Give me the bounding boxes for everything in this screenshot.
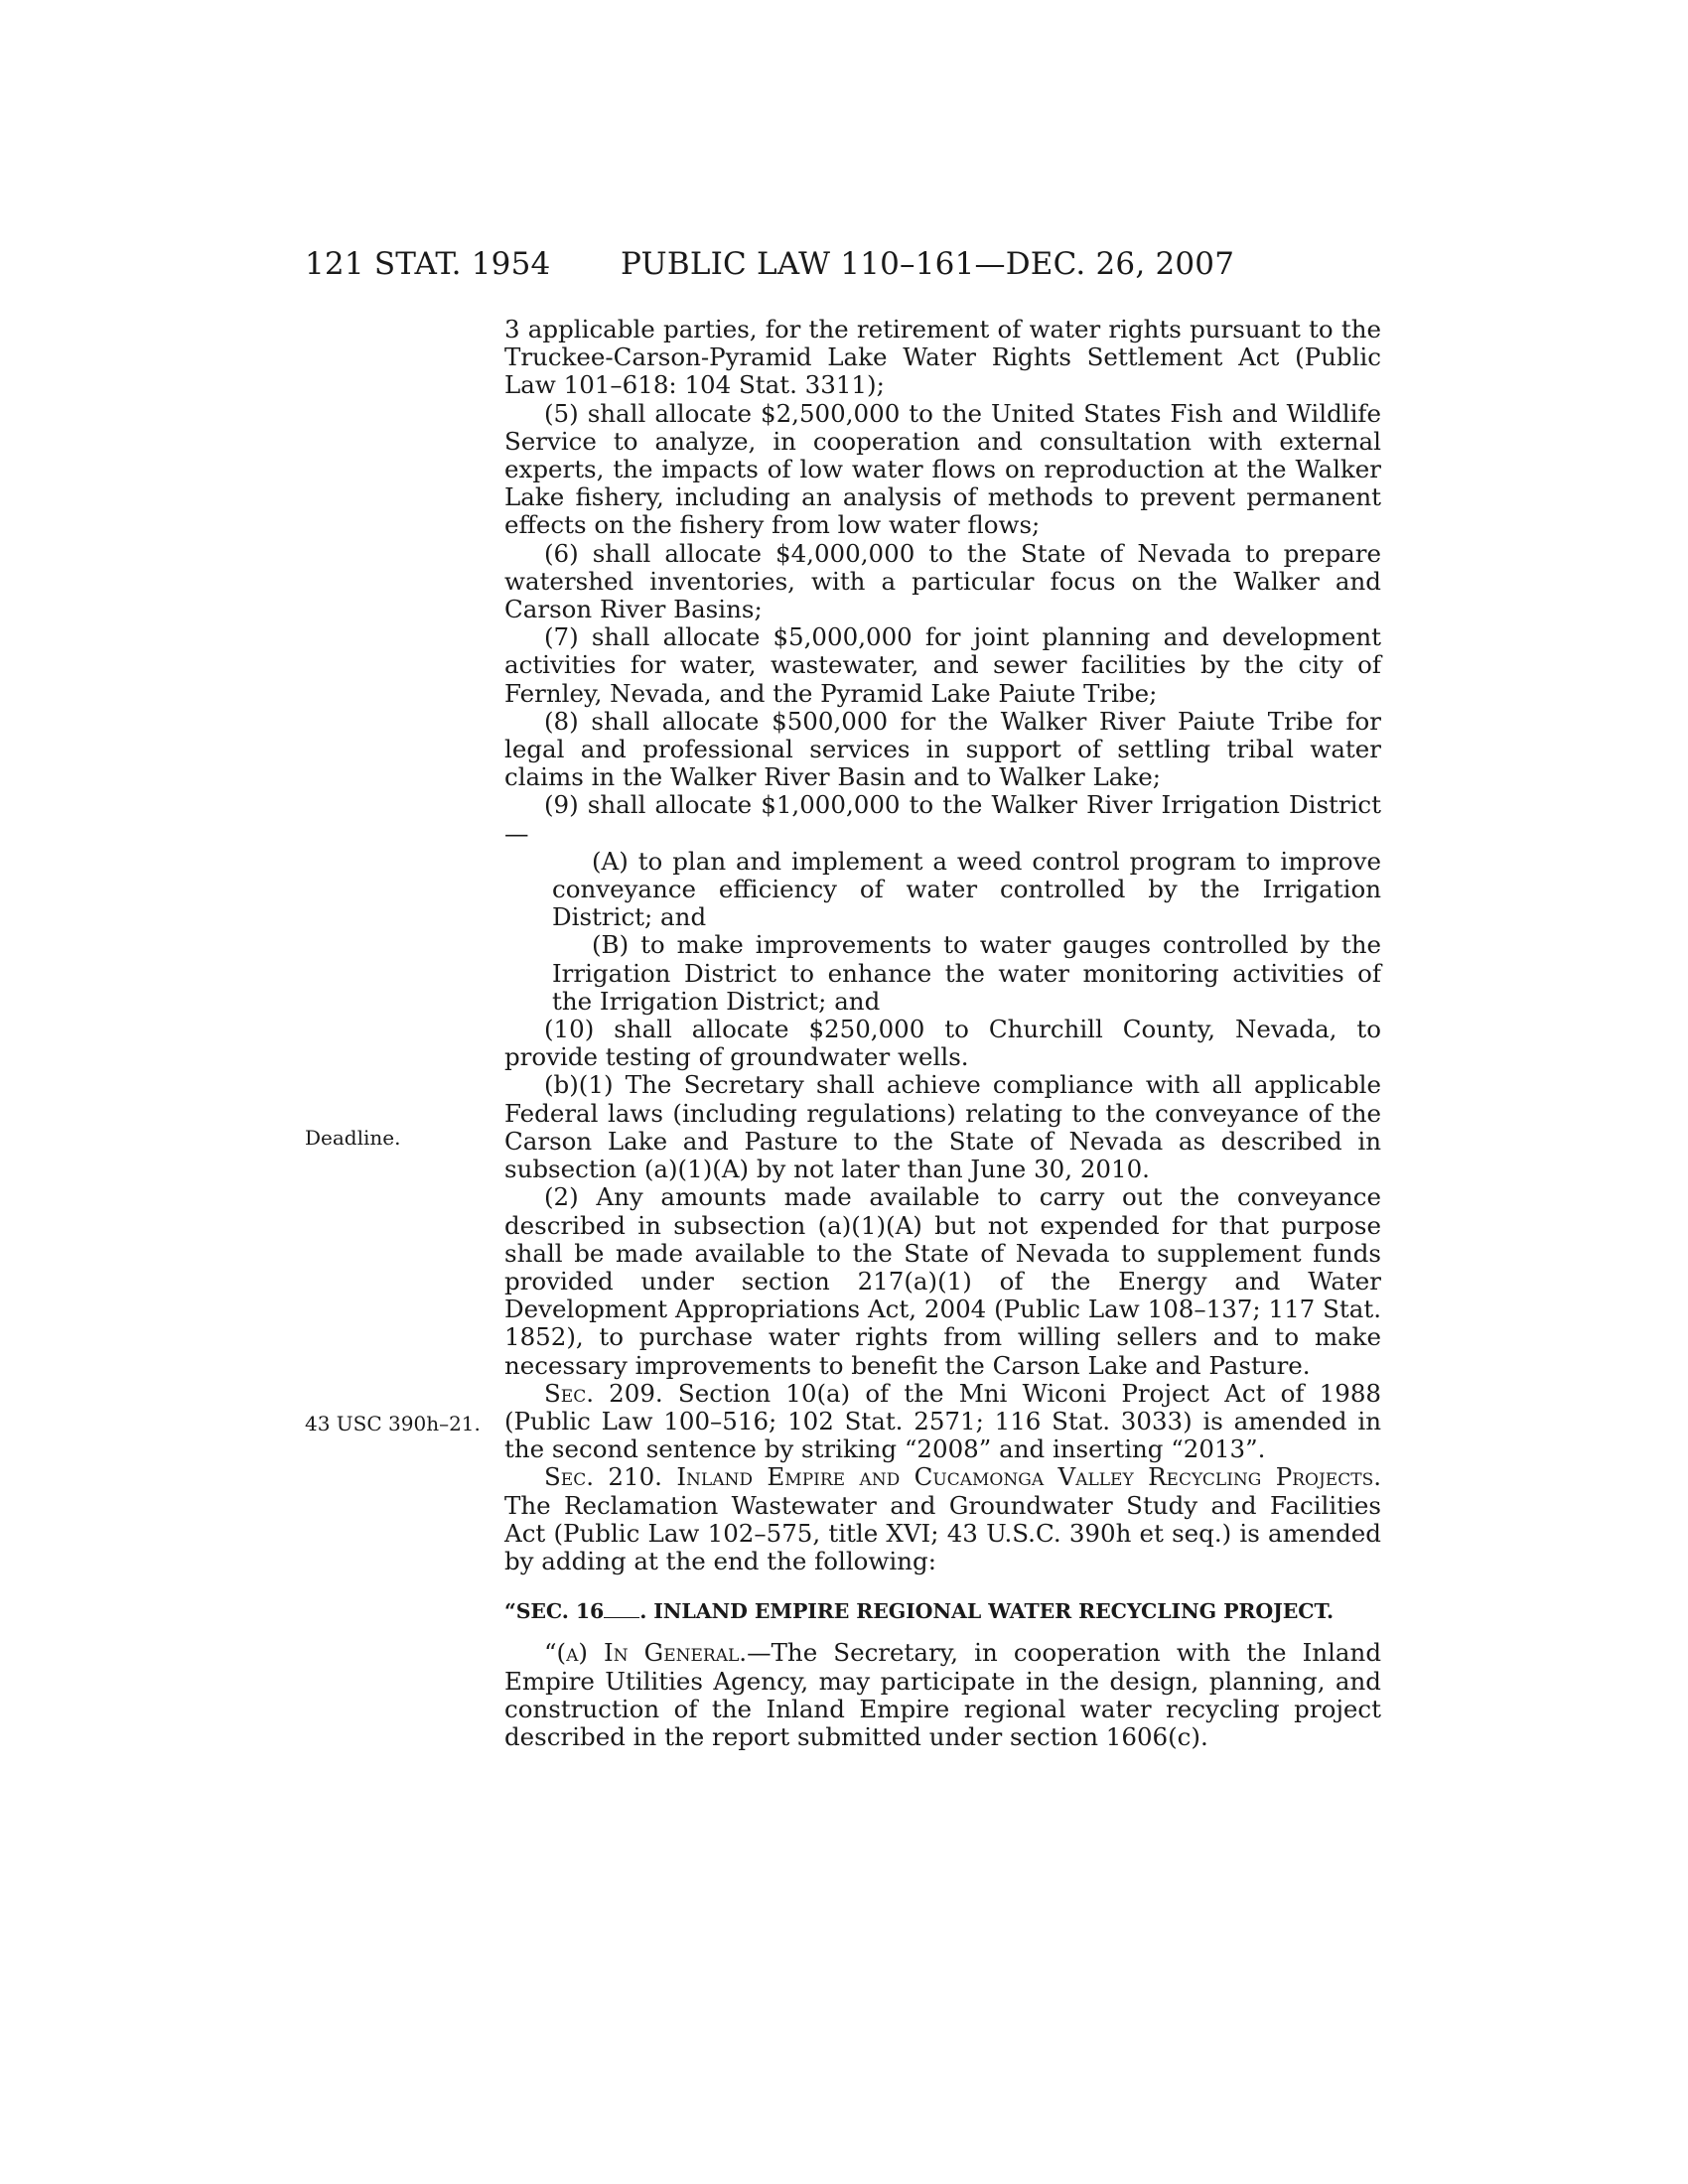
stat-reference: 121 STAT. 1954 xyxy=(305,246,551,282)
paragraph-subsection-b1: (b)(1) The Secretary shall achieve compliance with all applicable Federal laws (including regulations) relating to the conveyance of the Carson Lake and Pasture to the State of Nevada as described in subsection (a)(1)(A) by not later than June 30, 2010. xyxy=(504,1070,1381,1184)
paragraph-item-9b: (B) to make improvements to water gauges controlled by the Irrigation District to enhance the water monitoring activities of the Irrigation District; and xyxy=(552,930,1381,1016)
in-general-text: —The Secretary, in cooperation with the Inland Empire Utilities Agency, may participate in the design, planning, and construction of the Inland Empire regional water recycling project described in the report submitted under section 1606(c). xyxy=(504,1638,1381,1751)
paragraph-sec-209 xyxy=(504,1380,1381,1464)
sec-209-label: Sec. 209. xyxy=(544,1378,663,1408)
margin-note-deadline: Deadline. xyxy=(305,1126,401,1150)
page-header xyxy=(0,246,1688,290)
paragraph-subsection-b2: (2) Any amounts made available to carry out the conveyance described in subsection (a)(1)(A) but not expended for that purpose shall be made available to the State of Nevada to supplement funds provided under section 217(a)(1) of the Energy and Water Development Appropriations Act, 2004 (Public Law 108–137; 117 Stat. 1852), to purchase water rights from willing sellers and to make necessary improvements to benefit the Carson Lake and Pasture. xyxy=(504,1182,1381,1380)
paragraph-item-10: (10) shall allocate $250,000 to Churchill County, Nevada, to provide testing of groundwater wells. xyxy=(504,1015,1381,1072)
margin-note-usc-cite: 43 USC 390h–21. xyxy=(305,1412,481,1435)
section-heading xyxy=(504,1597,1381,1625)
section-heading-prefix: “SEC. 16 xyxy=(504,1599,605,1624)
paragraph-in-general xyxy=(504,1639,1381,1751)
body-text xyxy=(504,316,1381,1751)
paragraph-item-9a: (A) to plan and implement a weed control program to improve conveyance efficiency of water controlled by the Irrigation District; and xyxy=(552,846,1381,932)
paragraph-sec-210 xyxy=(504,1463,1381,1575)
section-heading-title: . INLAND EMPIRE REGIONAL WATER RECYCLING PROJECT. xyxy=(639,1599,1334,1624)
sec-210-text: The Reclamation Wastewater and Groundwater Study and Facilities Act (Public Law 102–575, title XVI; 43 U.S.C. 390h et seq.) is amended by adding at the end the following: xyxy=(504,1490,1381,1575)
in-general-label: “(a) In General. xyxy=(544,1638,748,1668)
paragraph-item-9: (9) shall allocate $1,000,000 to the Walker River Irrigation District— xyxy=(504,790,1381,848)
paragraph-continuation: 3 applicable parties, for the retirement of water rights pursuant to the Truckee-Carson-Pyramid Lake Water Rights Settlement Act (Public Law 101–618: 104 Stat. 3311); xyxy=(504,315,1381,400)
paragraph-item-6: (6) shall allocate $4,000,000 to the State of Nevada to prepare watershed inventories, with a particular focus on the Walker and Carson River Basins; xyxy=(504,538,1381,624)
sec-209-text: Section 10(a) of the Mni Wiconi Project Act of 1988 (Public Law 100–516; 102 Stat. 2571; 116 Stat. 3033) is amended in the second sentence by striking “2008” and inserting “2013”. xyxy=(504,1378,1382,1464)
paragraph-item-8: (8) shall allocate $500,000 for the Walker River Paiute Tribe for legal and professional services in support of settling tribal water claims in the Walker River Basin and to Walker Lake; xyxy=(504,706,1381,792)
paragraph-item-7: (7) shall allocate $5,000,000 for joint planning and development activities for water, wastewater, and sewer facilities by the city of Fernley, Nevada, and the Pyramid Lake Paiute Tribe; xyxy=(504,622,1381,708)
section-number-blank xyxy=(604,1617,639,1618)
paragraph-item-5: (5) shall allocate $2,500,000 to the United States Fish and Wildlife Service to analyze, in cooperation and consultation with external experts, the impacts of low water flows on reproduction at the Walker Lake fishery, including an analysis of methods to prevent permanent effects on the fishery from low water flows; xyxy=(504,398,1381,540)
sec-210-label: Sec. 210. xyxy=(544,1462,662,1492)
law-title: PUBLIC LAW 110–161—DEC. 26, 2007 xyxy=(621,246,1235,282)
sec-210-heading: Inland Empire and Cucamonga Valley Recycling Projects. xyxy=(661,1462,1381,1492)
